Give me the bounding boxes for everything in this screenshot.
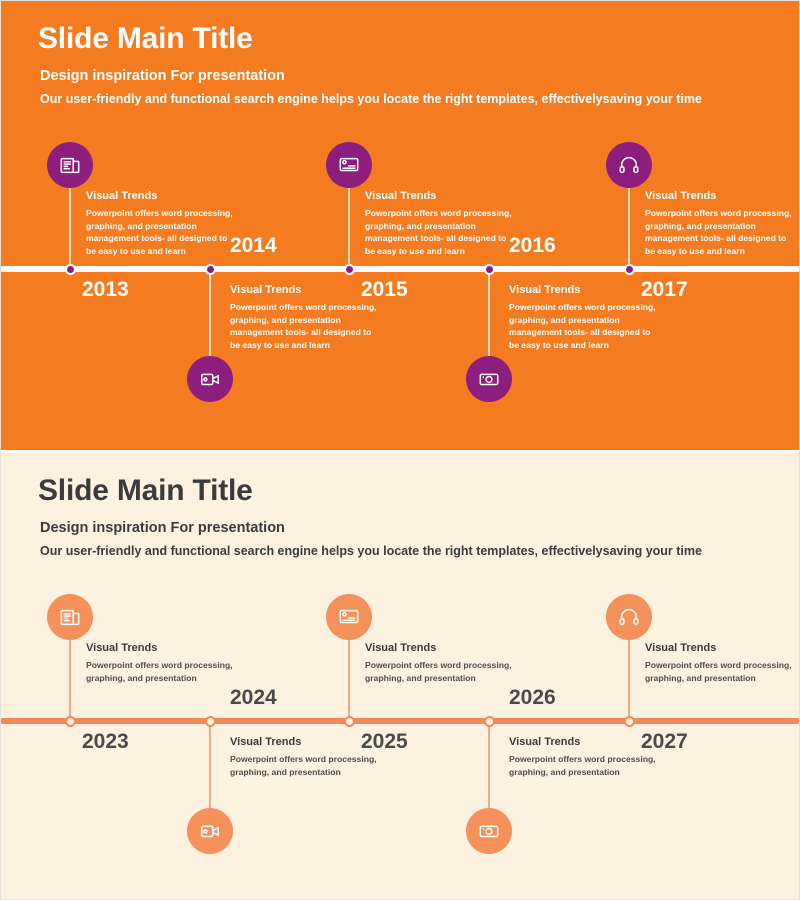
card-body: Powerpoint offers word processing, graphing, and presentation bbox=[509, 754, 656, 777]
card-title: Visual Trends bbox=[230, 736, 302, 748]
page-title: Slide Main Title bbox=[38, 22, 253, 55]
card-title: Visual Trends bbox=[86, 642, 158, 654]
node-connector bbox=[348, 188, 350, 266]
node-dot bbox=[65, 716, 76, 727]
presentation-screen-icon[interactable] bbox=[326, 594, 372, 640]
node-connector bbox=[209, 724, 211, 808]
node-card bbox=[645, 190, 795, 257]
node-connector bbox=[488, 272, 490, 356]
node-card bbox=[509, 736, 659, 778]
card-title: Visual Trends bbox=[645, 190, 717, 202]
node-dot bbox=[344, 264, 355, 275]
card-title: Visual Trends bbox=[365, 190, 437, 202]
card-body: Powerpoint offers word processing, graphing, and presentation management tools- all designed to be easy to use and learn bbox=[86, 208, 233, 256]
node-card bbox=[230, 736, 380, 778]
card-title: Visual Trends bbox=[230, 284, 302, 296]
card-title: Visual Trends bbox=[509, 736, 581, 748]
node-card bbox=[86, 190, 236, 257]
node-card bbox=[365, 642, 515, 684]
card-body: Powerpoint offers word processing, graphing, and presentation bbox=[86, 660, 233, 683]
node-year: 2016 bbox=[509, 234, 556, 257]
node-year: 2014 bbox=[230, 234, 277, 257]
node-connector bbox=[69, 188, 71, 266]
node-connector bbox=[69, 640, 71, 718]
node-dot bbox=[484, 716, 495, 727]
node-year: 2025 bbox=[361, 730, 408, 753]
page-title: Slide Main Title bbox=[38, 474, 253, 507]
timeline-axis bbox=[0, 718, 800, 724]
node-year: 2024 bbox=[230, 686, 277, 709]
node-dot bbox=[624, 716, 635, 727]
card-title: Visual Trends bbox=[365, 642, 437, 654]
node-connector bbox=[488, 724, 490, 808]
node-card bbox=[645, 642, 795, 684]
headphones-icon[interactable] bbox=[606, 594, 652, 640]
node-dot bbox=[344, 716, 355, 727]
video-camera-icon[interactable] bbox=[187, 356, 233, 402]
node-card bbox=[86, 642, 236, 684]
newspaper-icon[interactable] bbox=[47, 594, 93, 640]
node-year: 2026 bbox=[509, 686, 556, 709]
node-dot bbox=[205, 716, 216, 727]
node-year: 2027 bbox=[641, 730, 688, 753]
node-card bbox=[509, 284, 659, 351]
card-title: Visual Trends bbox=[86, 190, 158, 202]
card-body: Powerpoint offers word processing, graphing, and presentation management tools- all designed to be easy to use and learn bbox=[230, 302, 377, 350]
page-subtitle: Design inspiration For presentation bbox=[40, 68, 285, 84]
node-connector bbox=[628, 640, 630, 718]
node-connector bbox=[348, 640, 350, 718]
node-dot bbox=[624, 264, 635, 275]
card-body: Powerpoint offers word processing, graphing, and presentation bbox=[365, 660, 512, 683]
timeline-panel-cream bbox=[0, 452, 800, 900]
page-subtitle: Design inspiration For presentation bbox=[40, 520, 285, 536]
headphones-icon[interactable] bbox=[606, 142, 652, 188]
newspaper-icon[interactable] bbox=[47, 142, 93, 188]
timeline-axis bbox=[0, 266, 800, 272]
card-body: Powerpoint offers word processing, graphing, and presentation management tools- all designed to be easy to use and learn bbox=[365, 208, 512, 256]
video-camera-icon[interactable] bbox=[187, 808, 233, 854]
card-title: Visual Trends bbox=[509, 284, 581, 296]
node-year: 2017 bbox=[641, 278, 688, 301]
card-body: Powerpoint offers word processing, graphing, and presentation management tools- all designed to be easy to use and learn bbox=[509, 302, 656, 350]
node-connector bbox=[628, 188, 630, 266]
camera-icon[interactable] bbox=[466, 808, 512, 854]
card-body: Powerpoint offers word processing, graphing, and presentation bbox=[645, 660, 792, 683]
node-dot bbox=[484, 264, 495, 275]
node-dot bbox=[205, 264, 216, 275]
card-body: Powerpoint offers word processing, graphing, and presentation management tools- all designed to be easy to use and learn bbox=[645, 208, 792, 256]
camera-icon[interactable] bbox=[466, 356, 512, 402]
node-year: 2023 bbox=[82, 730, 129, 753]
page-tagline: Our user-friendly and functional search engine helps you locate the right templates, effectivelysaving your time bbox=[40, 92, 702, 106]
node-dot bbox=[65, 264, 76, 275]
node-connector bbox=[209, 272, 211, 356]
presentation-screen-icon[interactable] bbox=[326, 142, 372, 188]
card-title: Visual Trends bbox=[645, 642, 717, 654]
node-card bbox=[230, 284, 380, 351]
page-tagline: Our user-friendly and functional search engine helps you locate the right templates, effectivelysaving your time bbox=[40, 544, 702, 558]
card-body: Powerpoint offers word processing, graphing, and presentation bbox=[230, 754, 377, 777]
node-year: 2013 bbox=[82, 278, 129, 301]
node-year: 2015 bbox=[361, 278, 408, 301]
node-card bbox=[365, 190, 515, 257]
